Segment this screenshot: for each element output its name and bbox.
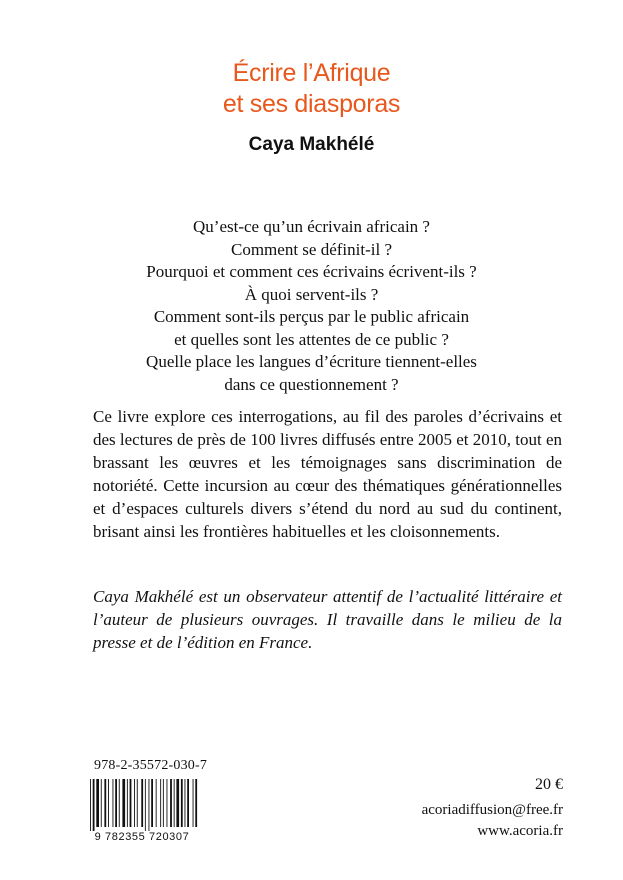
barcode-bar [122, 779, 125, 827]
barcode-bar [141, 779, 143, 827]
barcode-bar [137, 779, 138, 827]
question-line: dans ce questionnement ? [224, 374, 399, 394]
barcode-bar [96, 779, 99, 827]
barcode-digits: 9 782355 720307 [94, 831, 190, 843]
author-name: Caya Makhélé [248, 134, 375, 155]
question-line: Comment se définit-il ? [231, 239, 392, 259]
barcode-bar [90, 779, 91, 831]
barcode-bar [195, 779, 197, 827]
isbn-number: 978-2-35572-030-7 [94, 758, 208, 773]
barcode-bar [160, 779, 161, 827]
question-list [0, 216, 623, 396]
book-title [0, 58, 623, 120]
book-title-line-2: et ses diasporas [222, 90, 401, 118]
question-line: Pourquoi et comment ces écrivains écrivent-ils ? [146, 262, 477, 281]
barcode-bar [101, 779, 102, 827]
barcode-bar [113, 779, 114, 827]
question-line: et quelles sont les attentes de ce public ? [174, 329, 449, 349]
barcode-bar [134, 779, 135, 827]
barcode-bar [151, 779, 153, 827]
contact-email: acoriadiffusion@free.fr [421, 802, 563, 818]
barcode-bar [176, 779, 179, 827]
barcode-bar [108, 779, 109, 827]
barcode-bar [163, 779, 164, 827]
barcode-bar [187, 779, 189, 827]
barcode-bar [145, 779, 146, 831]
barcode-bar [170, 779, 172, 827]
author-bio: Caya Makhélé est un observateur attentif de l’actualité littéraire et l’auteur de plusieurs ouvrages. Il travaille dans le milieu de la presse et de l’édition en France. [93, 587, 562, 652]
website-url: www.acoria.fr [477, 823, 563, 839]
question-line: Comment sont-ils perçus par le public africain [153, 307, 470, 326]
barcode-graphic [84, 777, 200, 843]
barcode-bar [130, 779, 132, 827]
barcode-bar [181, 779, 183, 827]
question-line: Qu’est-ce qu’un écrivain africain ? [193, 217, 430, 236]
summary-paragraph: Ce livre explore ces interrogations, au fil des paroles d’écrivains et des lectures de près de 100 livres diffusés entre 2005 et 2010, tout en brassant les œuvres et les témoignages sans discrimination de notoriété. Cette incursion au cœur des thématiques générationnelles et d’espaces culturels divers s’étend du nord au sud du continent, brisant ainsi les frontières habituelles et les cloisonnements. [93, 407, 562, 541]
barcode-bar [167, 779, 168, 827]
barcode [84, 777, 200, 843]
question-line: Quelle place les langues d’écriture tiennent-elles [146, 352, 477, 371]
barcode-bar [115, 779, 117, 827]
barcode-bar [185, 779, 186, 827]
barcode-bar [119, 779, 120, 827]
barcode-bar [193, 779, 194, 827]
barcode-bar [93, 779, 95, 831]
barcode-bar [127, 779, 128, 827]
price: 20 € [535, 776, 563, 793]
barcode-bar [156, 779, 157, 827]
book-title-line-1: Écrire l’Afrique [232, 59, 391, 87]
barcode-bar [174, 779, 175, 827]
question-line: À quoi servent-ils ? [244, 284, 379, 304]
barcode-bar [149, 779, 150, 831]
barcode-bar [104, 779, 106, 827]
